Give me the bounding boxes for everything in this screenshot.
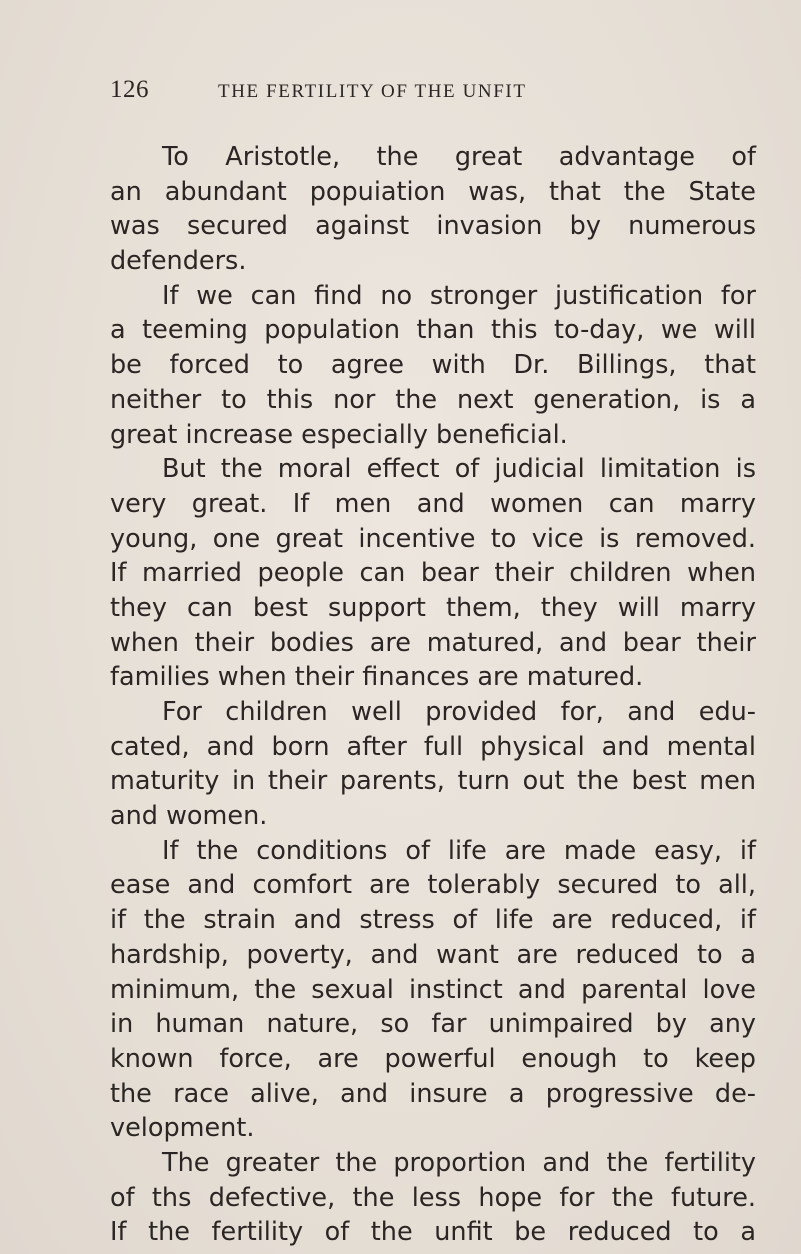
text-line: To Aristotle, the great advantage of [162, 142, 756, 172]
text-line: defenders. [110, 246, 247, 277]
text-line: an abundant popuiation was, that the State [110, 176, 756, 207]
text-line: If married people can bear their children when [110, 558, 756, 589]
text-line: For children well provided for, and edu- [162, 697, 756, 727]
text-line: be forced to agree with Dr. Billings, that [110, 350, 756, 381]
text-line: ease and comfort are tolerably secured to all, [110, 870, 756, 901]
text-line: The greater the proportion and the fertility [162, 1147, 756, 1178]
text-line: families when their finances are matured. [110, 662, 644, 693]
text-line: in human nature, so far unimpaired by any [110, 1009, 756, 1040]
body-text [110, 140, 756, 1250]
text-line: very great. If men and women can marry [110, 488, 756, 519]
text-line: If we can find no stronger justification for [162, 280, 756, 311]
text-line: velopment. [110, 1113, 255, 1144]
page-header [110, 76, 750, 112]
text-line: when their bodies are matured, and bear their [110, 627, 756, 658]
text-line: if the strain and stress of life are reduced, if [110, 905, 756, 936]
text-line: of ths defective, the less hope for the future. [110, 1182, 756, 1213]
page-number: 126 [110, 76, 149, 103]
text-line: and women. [110, 801, 268, 832]
text-line: was secured against invasion by numerous [110, 211, 756, 242]
text-line: a teeming population than this to-day, we will [110, 315, 756, 346]
text-line: they can best support them, they will marry [110, 592, 756, 623]
text-line: young, one great incentive to vice is removed. [110, 523, 756, 554]
text-line: maturity in their parents, turn out the best men [110, 766, 756, 797]
text-line: great increase especially beneficial. [110, 419, 568, 450]
text-line: minimum, the sexual instinct and parental love [110, 974, 756, 1005]
text-line: If the conditions of life are made easy, if [162, 835, 756, 866]
text-line: neither to this nor the next generation, is a [110, 384, 756, 415]
text-line: cated, and born after full physical and mental [110, 731, 756, 762]
text-line: the race alive, and insure a progressive de- [110, 1078, 756, 1109]
text-line: hardship, poverty, and want are reduced to a [110, 939, 756, 970]
text-line: If the fertility of the unfit be reduced to a [110, 1217, 756, 1248]
text-line: But the moral effect of judicial limitation is [162, 454, 756, 485]
running-title: THE FERTILITY OF THE UNFIT [218, 81, 527, 102]
text-line: known force, are powerful enough to keep [110, 1043, 756, 1074]
